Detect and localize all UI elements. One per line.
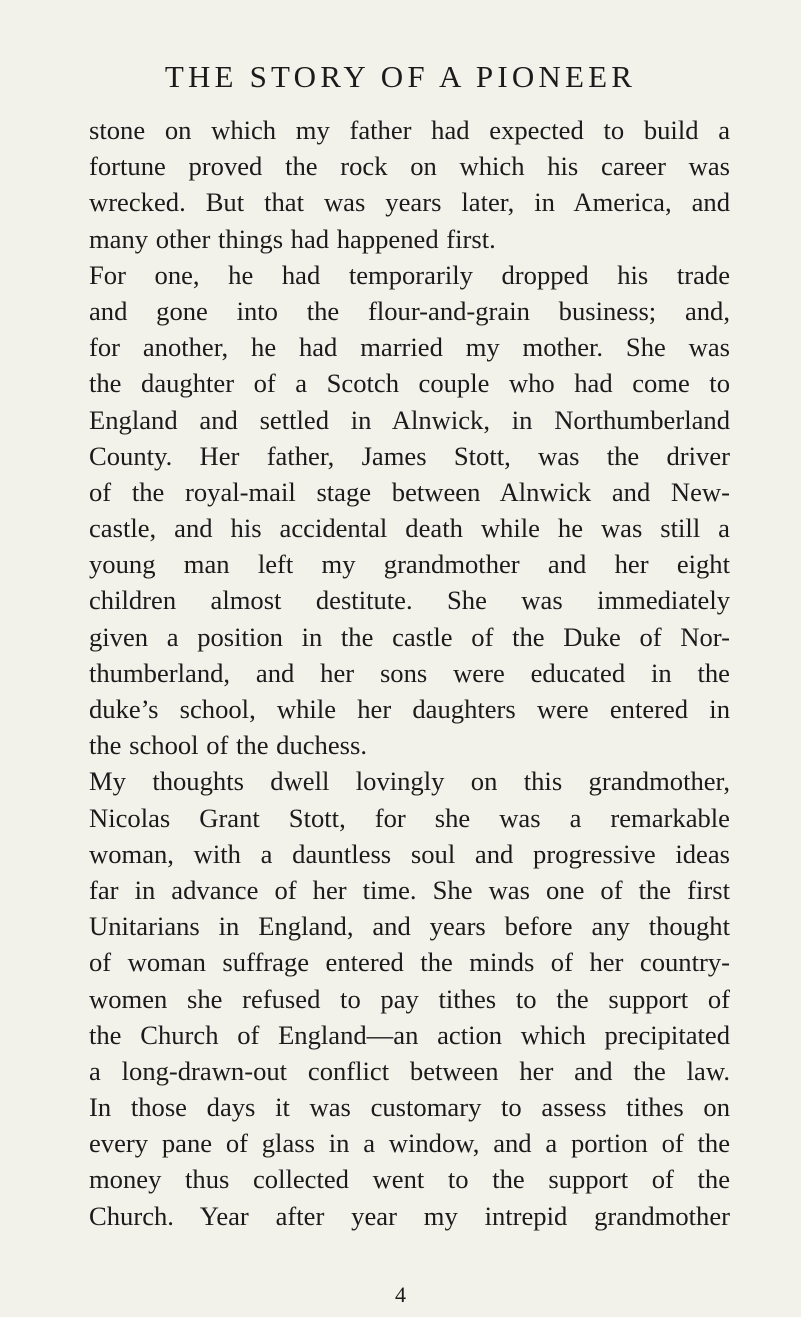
text-line: for another, he had married my mother. She was	[89, 332, 730, 363]
body-text	[89, 112, 730, 1234]
text-line: wrecked. But that was years later, in America, and	[89, 187, 730, 218]
text-line: fortune proved the rock on which his career was	[89, 151, 730, 182]
text-line: Unitarians in England, and years before any thought	[89, 911, 730, 942]
text-line: For one, he had temporarily dropped his trade	[89, 259, 730, 290]
text-line: Nicolas Grant Stott, for she was a remarkable	[89, 802, 730, 833]
text-line: duke’s school, while her daughters were entered in	[89, 694, 730, 724]
text-line-paragraph-end: the school of the duchess.	[89, 730, 368, 761]
text-line: My thoughts dwell lovingly on this grandmother,	[89, 766, 730, 797]
running-head: THE STORY OF A PIONEER	[164, 59, 637, 94]
text-line: County. Her father, James Stott, was the driver	[89, 440, 730, 471]
page-number: 4	[395, 1282, 406, 1307]
text-line: castle, and his accidental death while he was still a	[89, 513, 730, 544]
text-line: a long-drawn-out conflict between her and the law.	[89, 1055, 730, 1086]
text-line: Church. Year after year my intrepid grandmother	[89, 1200, 730, 1231]
text-line-paragraph-end: many other things had happened first.	[89, 223, 496, 254]
text-line: given a position in the castle of the Duke of Nor-	[89, 621, 730, 652]
text-line: and gone into the flour-and-grain business; and,	[89, 295, 730, 326]
text-line: money thus collected went to the support of the	[89, 1164, 730, 1195]
text-line: of woman suffrage entered the minds of her country-	[89, 947, 730, 978]
text-line: thumberland, and her sons were educated in the	[89, 657, 730, 688]
text-line: the daughter of a Scotch couple who had come to	[89, 368, 730, 399]
text-line: the Church of England—an action which precipitated	[89, 1019, 730, 1050]
text-line: women she refused to pay tithes to the support of	[89, 983, 730, 1014]
text-line: far in advance of her time. She was one of the first	[89, 874, 730, 905]
text-line: In those days it was customary to assess tithes on	[89, 1092, 730, 1123]
text-line: England and settled in Alnwick, in Northumberland	[89, 404, 730, 435]
text-line: of the royal-mail stage between Alnwick and New-	[89, 476, 730, 507]
text-line: woman, with a dauntless soul and progressive ideas	[89, 838, 730, 869]
text-line: stone on which my father had expected to build a	[89, 115, 730, 145]
text-line: every pane of glass in a window, and a portion of the	[89, 1128, 730, 1159]
text-line: children almost destitute. She was immediately	[89, 585, 730, 616]
text-line: young man left my grandmother and her eight	[89, 549, 730, 580]
